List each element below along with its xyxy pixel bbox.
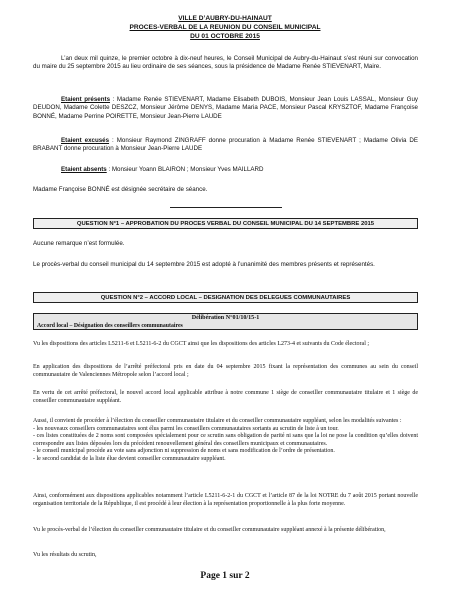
deliberation-box (33, 313, 418, 330)
excuses-label: Etaient excusés (61, 137, 110, 144)
page-number: Page 1 sur 2 (200, 571, 250, 581)
q2-paragraph: En vertu de cet arrêté préfectoral, le nouvel accord local applicable attribue à notre commune 1 siège de conseiller communautaire titulaire et 1 siège de conseiller communautaire suppléant. (33, 390, 418, 404)
absents-text: : Monsieur Yoann BLAIRON ; Monsieur Yves MAILLARD (106, 166, 264, 173)
q1-remark: Aucune remarque n’est formulée. (33, 240, 125, 247)
q2-paragraph: Vu les dispositions des articles L5211-6 et L5211-6-2 du CGCT ainsi que les dispositions des articles L273-4 et suivants du Code électoral ; (33, 341, 370, 347)
deliberation-subject: Accord local – Désignation des conseillers communautaires (37, 322, 183, 329)
separator-line (170, 207, 282, 208)
q2-paragraph: Ainsi, conformément aux dispositions applicables notamment l’article L5211-6-2-1 du CGCT et l’article 87 de la loi NOTRE du 7 août 2015 portant nouvelle organisation territoriale de la République, il est procédé à leur élection à la représentation proportionnelle à la plus forte moyenne. (33, 493, 418, 507)
q2-paragraph: Aussi, il convient de procéder à l’élection du conseiller communautaire titulaire et du conseiller communautaire suppléant, selon les modalités suivantes : - les nouveaux conseillers communautaires sont élus parmi les conseillers communautaires sortants au scrutin de liste à un tour. - ces listes constituées de 2 noms sont composées spécialement pour ce scrutin sans obligation de parité ni sans que la loi ne pose la condition qu’elles doivent correspondre aux listes déposées lors du précédent renouvellement général des conseillers municipaux et communautaires. - le conseil municipal procède au vote sans adjonction ni suppression de noms et sans modification de l’ordre de présentation. - le second candidat de la liste élue devient conseiller communautaire suppléant. (33, 418, 418, 462)
presents-paragraph (33, 96, 418, 121)
presents-label: Etaient présents (61, 96, 111, 103)
absents-paragraph (33, 166, 418, 174)
excuses-text: : Monsieur Raymond ZINGRAFF donne procuration à Madame Renée STIEVENART ; Madame Olivia DE BRABANT donne procuration à Monsieur Jean-Pierre LAUDE (33, 137, 419, 153)
excuses-paragraph (33, 137, 418, 154)
document-title: PROCES-VERBAL DE LA REUNION DU CONSEIL MUNICIPAL (129, 24, 321, 31)
question-2-heading: QUESTION N°2 – ACCORD LOCAL – DESIGNATION DES DELEGUES COMMUNAUTAIRES (33, 292, 418, 303)
question-1-heading: QUESTION N°1 – APPROBATION DU PROCES VERBAL DU CONSEIL MUNICIPAL DU 14 SEPTEMBRE 2015 (33, 218, 418, 229)
deliberation-number: Délibération N°01/10/15-1 (191, 315, 260, 321)
absents-label: Etaient absents (61, 166, 107, 173)
intro-paragraph: L’an deux mil quinze, le premier octobre à dix-neuf heures, le Conseil Municipal de Aubry-du-Hainaut s’est réuni sur convocation du maire du 25 septembre 2015 au lieu ordinaire de ses séances, sous la présidence de Madame Renée STIEVENART, Maire. (33, 55, 418, 71)
meeting-date: DU 01 OCTOBRE 2015 (190, 33, 260, 40)
q2-paragraph: Vu les résultats du scrutin, (33, 552, 97, 558)
secretary-paragraph: Madame Françoise BONNÉ est désignée secrétaire de séance. (33, 186, 208, 193)
presents-text: : Madame Renée STIEVENART, Madame Elisabeth DUBOIS, Monsieur Jean Louis LASSAL, Monsieur Guy DEUDON, Madame Colette DESZCZ, Monsieur Jérôme DENYS, Madame Maria PACE, Monsieur Pascal KRYSZTOF, Madame Françoise BONNÉ, Madame Perrine POIRETTE, Monsieur Jean-Pierre LAUDE (33, 96, 418, 120)
q2-paragraph: En application des dispositions de l’arrêté préfectoral pris en date du 04 septembre 2015 fixant la représentation des communes au sein du conseil communautaire de Valenciennes Métropole selon l’accord local ; (33, 364, 418, 378)
q2-paragraph: Vu le procès-verbal de l’élection du conseiller communautaire titulaire et du conseiller communautaire suppléant annexé à la présente délibération, (33, 527, 386, 533)
town-heading: VILLE D’AUBRY-DU-HAINAUT (178, 15, 272, 22)
q1-adoption: Le procès-verbal du conseil municipal du 14 septembre 2015 est adopté à l’unanimité des membres présents et représentés. (33, 261, 375, 268)
